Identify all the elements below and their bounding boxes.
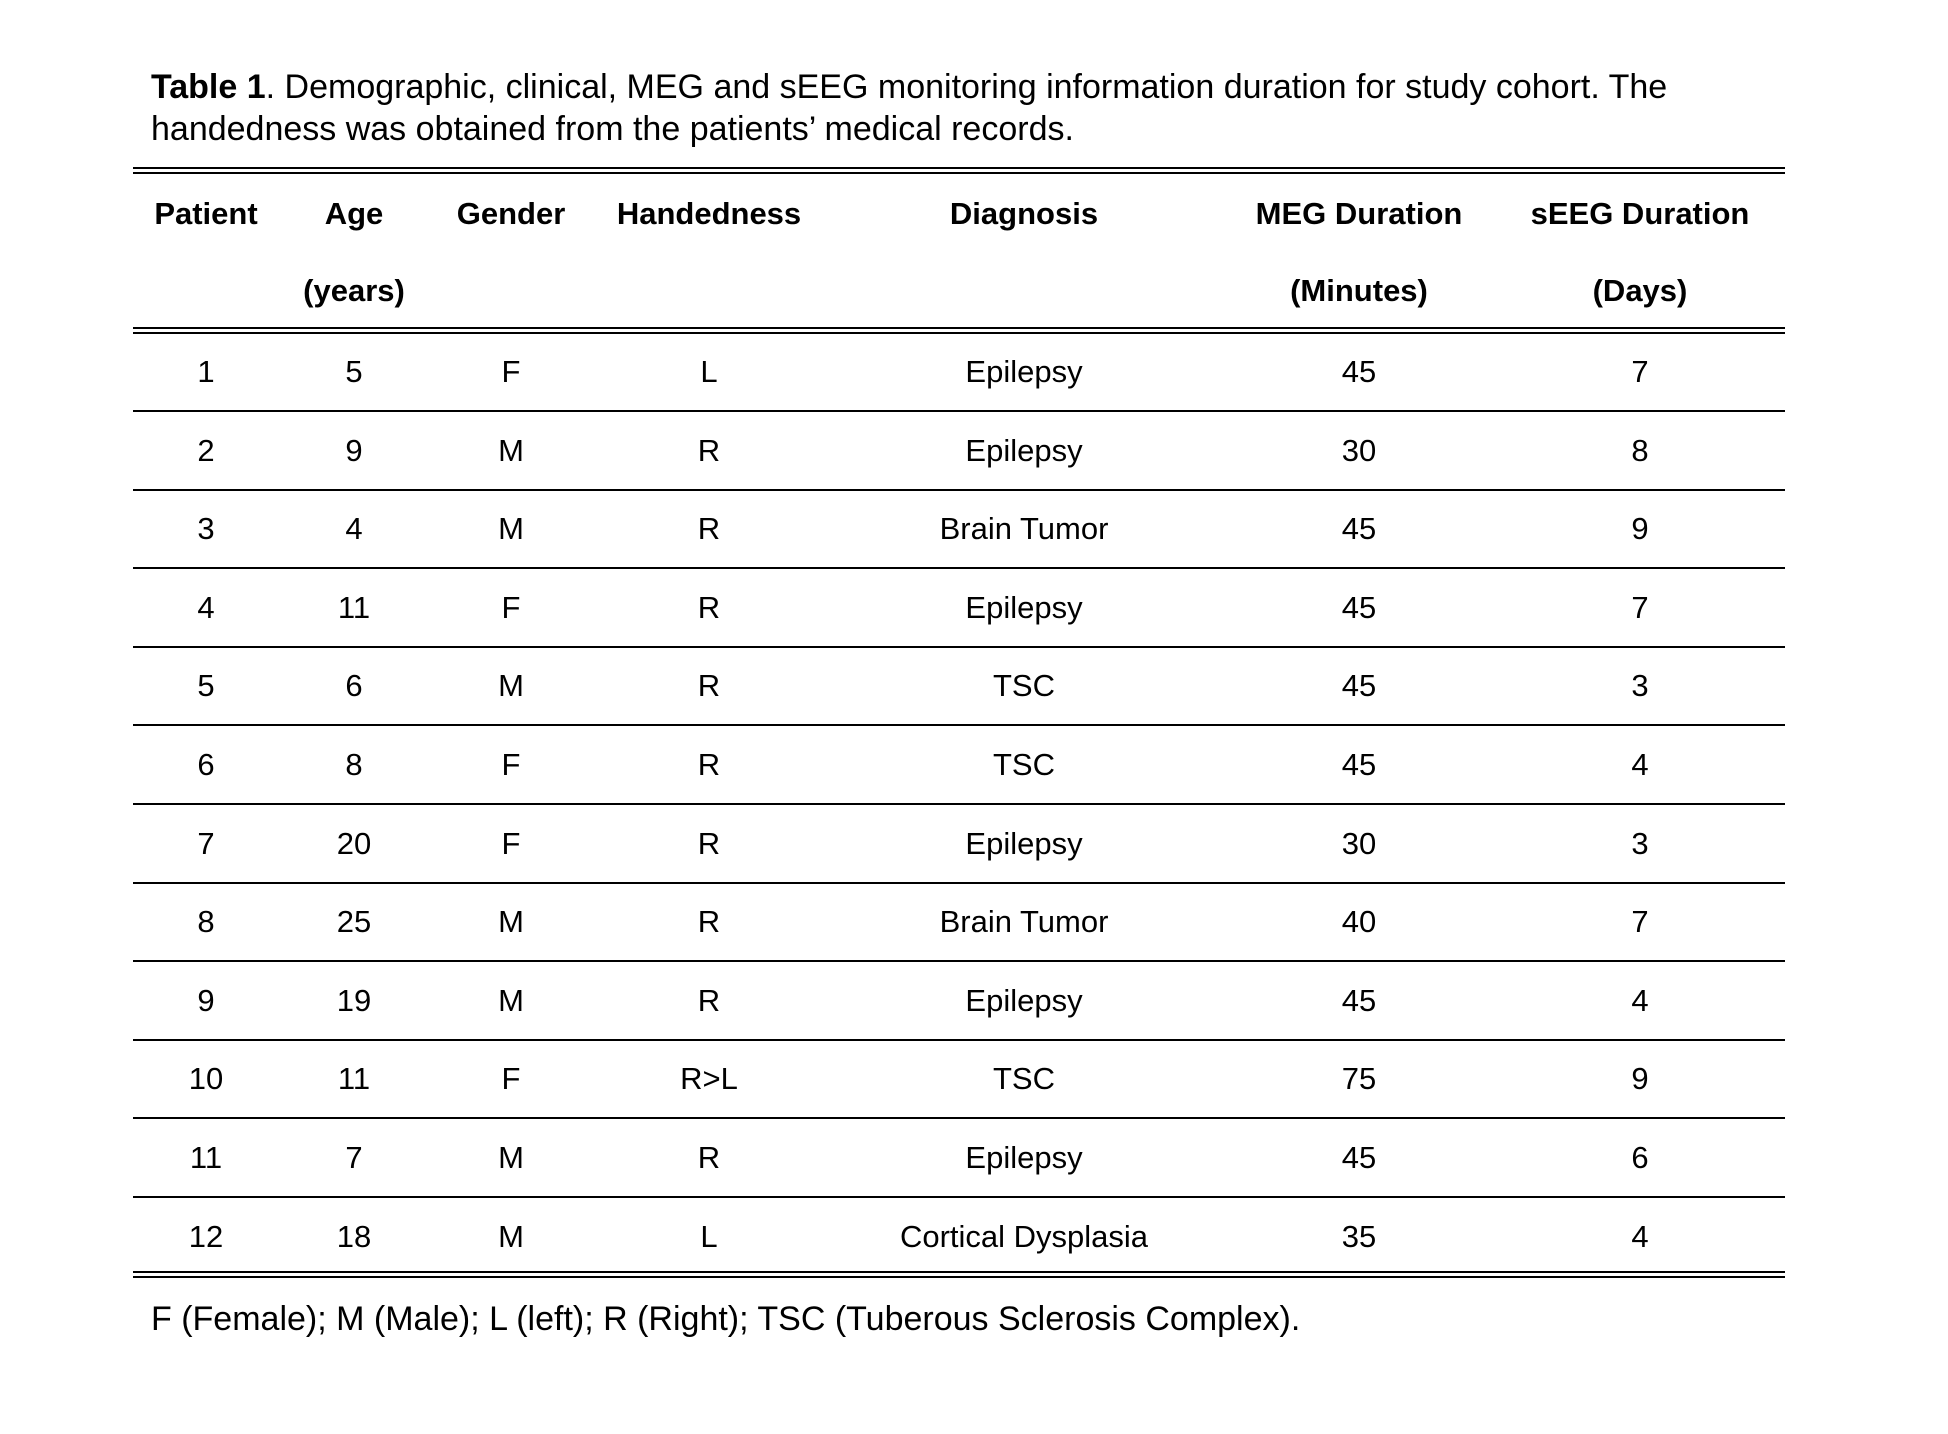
table-row bbox=[133, 1128, 1785, 1188]
cell-seeg-duration: 6 bbox=[1631, 1140, 1649, 1175]
cell-patient: 10 bbox=[188, 1061, 224, 1097]
caption-label: Table 1 bbox=[151, 68, 266, 106]
cell-patient: 9 bbox=[197, 982, 215, 1018]
cell-age: 20 bbox=[336, 825, 372, 861]
cell-handedness: R bbox=[697, 825, 721, 861]
cell-handedness: R bbox=[697, 1140, 721, 1175]
cell-gender: M bbox=[498, 1140, 524, 1175]
table-row bbox=[133, 578, 1785, 638]
header-patient: Patient bbox=[154, 196, 258, 231]
cell-meg-duration: 35 bbox=[1341, 1218, 1377, 1254]
cell-patient: 8 bbox=[197, 904, 215, 940]
header-gender: Gender bbox=[456, 196, 566, 231]
cell-diagnosis: TSC bbox=[993, 668, 1055, 704]
cell-meg-duration: 45 bbox=[1341, 982, 1377, 1018]
cell-meg-duration: 45 bbox=[1341, 1140, 1377, 1175]
cell-age: 9 bbox=[345, 432, 363, 468]
cell-seeg-duration: 7 bbox=[1631, 354, 1649, 389]
row-separator bbox=[133, 646, 1785, 648]
top-double-rule bbox=[133, 167, 1785, 174]
cell-age: 25 bbox=[336, 904, 372, 940]
cell-seeg-duration: 8 bbox=[1631, 432, 1649, 468]
cell-meg-duration: 45 bbox=[1341, 354, 1377, 389]
table-row bbox=[133, 1207, 1785, 1267]
cell-meg-duration: 45 bbox=[1341, 747, 1377, 782]
header-diagnosis-unit bbox=[825, 261, 1223, 321]
cell-seeg-duration: 4 bbox=[1631, 982, 1649, 1018]
cell-gender: F bbox=[501, 354, 521, 389]
cell-gender: M bbox=[498, 668, 524, 704]
cell-age: 4 bbox=[345, 511, 363, 547]
cell-gender: M bbox=[498, 1218, 524, 1254]
cell-diagnosis: Epilepsy bbox=[965, 354, 1083, 389]
cell-gender: F bbox=[501, 589, 521, 625]
header-seeg-duration: sEEG Duration bbox=[1530, 196, 1750, 231]
cell-age: 11 bbox=[337, 589, 371, 625]
header-seeg-duration-unit: (Days) bbox=[1592, 273, 1688, 308]
cell-handedness: R bbox=[697, 904, 721, 940]
row-separator bbox=[133, 567, 1785, 569]
table-row bbox=[133, 656, 1785, 716]
cell-gender: M bbox=[498, 904, 524, 940]
cell-diagnosis: Epilepsy bbox=[965, 982, 1083, 1018]
caption-text: . Demographic, clinical, MEG and sEEG monitoring information duration for study cohort. The handedness was obtained from the patients’ medical records. bbox=[151, 68, 1668, 148]
header-meg-duration-unit: (Minutes) bbox=[1290, 273, 1428, 308]
table-row bbox=[133, 892, 1785, 952]
header-meg-duration: MEG Duration bbox=[1255, 196, 1463, 231]
cell-gender: M bbox=[498, 511, 524, 547]
cell-seeg-duration: 7 bbox=[1631, 904, 1649, 940]
cell-meg-duration: 30 bbox=[1341, 825, 1377, 861]
cell-seeg-duration: 3 bbox=[1631, 825, 1649, 861]
row-separator bbox=[133, 489, 1785, 491]
header-gender-unit bbox=[429, 261, 593, 321]
header-age: Age bbox=[324, 196, 384, 231]
header-patient-unit bbox=[133, 261, 279, 321]
table-row bbox=[133, 735, 1785, 795]
header-handedness-unit bbox=[593, 261, 825, 321]
cell-diagnosis: Brain Tumor bbox=[939, 511, 1109, 547]
table-header-row-1 bbox=[133, 184, 1785, 244]
cell-seeg-duration: 9 bbox=[1631, 1061, 1649, 1097]
table-row bbox=[133, 1049, 1785, 1109]
cell-patient: 5 bbox=[197, 668, 215, 704]
cell-seeg-duration: 3 bbox=[1631, 668, 1649, 704]
cell-patient: 2 bbox=[197, 432, 215, 468]
cell-diagnosis: Epilepsy bbox=[965, 589, 1083, 625]
cell-handedness: R bbox=[697, 432, 721, 468]
cell-handedness: R>L bbox=[680, 1061, 738, 1097]
cell-handedness: R bbox=[697, 747, 721, 782]
cell-handedness: R bbox=[697, 589, 721, 625]
cell-age: 6 bbox=[345, 668, 363, 704]
cell-handedness: L bbox=[700, 1218, 718, 1254]
bottom-double-rule bbox=[133, 1271, 1785, 1278]
cell-patient: 3 bbox=[197, 511, 215, 547]
cell-patient: 6 bbox=[197, 747, 215, 782]
cell-gender: M bbox=[498, 982, 524, 1018]
table-header-row-2 bbox=[133, 261, 1785, 321]
table-row bbox=[133, 499, 1785, 559]
cell-meg-duration: 45 bbox=[1341, 668, 1377, 704]
table-caption bbox=[151, 66, 1791, 150]
row-separator bbox=[133, 882, 1785, 884]
cell-patient: 11 bbox=[189, 1140, 223, 1175]
row-separator bbox=[133, 803, 1785, 805]
row-separator bbox=[133, 1117, 1785, 1119]
cell-gender: F bbox=[501, 747, 521, 782]
cell-diagnosis: Epilepsy bbox=[965, 825, 1083, 861]
cell-gender: F bbox=[501, 825, 521, 861]
row-separator bbox=[133, 1039, 1785, 1041]
cell-diagnosis: Epilepsy bbox=[965, 1140, 1083, 1175]
row-separator bbox=[133, 1196, 1785, 1198]
cell-age: 19 bbox=[336, 982, 372, 1018]
row-separator bbox=[133, 410, 1785, 412]
cell-handedness: R bbox=[697, 982, 721, 1018]
cell-gender: F bbox=[501, 1061, 521, 1097]
table-footnote: F (Female); M (Male); L (left); R (Right); TSC (Tuberous Sclerosis Complex). bbox=[151, 1300, 1301, 1338]
cell-handedness: R bbox=[697, 668, 721, 704]
cell-meg-duration: 40 bbox=[1341, 904, 1377, 940]
cell-diagnosis: TSC bbox=[993, 1061, 1055, 1097]
header-double-rule bbox=[133, 327, 1785, 334]
cell-diagnosis: TSC bbox=[993, 747, 1055, 782]
cell-seeg-duration: 7 bbox=[1631, 589, 1649, 625]
cell-handedness: R bbox=[697, 511, 721, 547]
cell-seeg-duration: 4 bbox=[1631, 747, 1649, 782]
cell-patient: 7 bbox=[197, 825, 215, 861]
cell-age: 7 bbox=[345, 1140, 363, 1175]
cell-patient: 12 bbox=[188, 1218, 224, 1254]
table-row bbox=[133, 971, 1785, 1031]
cell-patient: 1 bbox=[197, 354, 215, 389]
cell-diagnosis: Brain Tumor bbox=[939, 904, 1109, 940]
table-row bbox=[133, 342, 1785, 402]
cell-age: 11 bbox=[337, 1061, 371, 1097]
cell-age: 18 bbox=[336, 1218, 372, 1254]
cell-gender: M bbox=[498, 432, 524, 468]
cell-meg-duration: 45 bbox=[1341, 511, 1377, 547]
cell-seeg-duration: 4 bbox=[1631, 1218, 1649, 1254]
cell-age: 5 bbox=[345, 354, 363, 389]
cell-patient: 4 bbox=[197, 589, 215, 625]
cell-diagnosis: Cortical Dysplasia bbox=[899, 1218, 1149, 1254]
table-row bbox=[133, 814, 1785, 874]
row-separator bbox=[133, 724, 1785, 726]
header-diagnosis: Diagnosis bbox=[949, 196, 1099, 231]
header-handedness: Handedness bbox=[616, 196, 802, 231]
cell-handedness: L bbox=[700, 354, 718, 389]
cell-meg-duration: 30 bbox=[1341, 432, 1377, 468]
row-separator bbox=[133, 960, 1785, 962]
cell-seeg-duration: 9 bbox=[1631, 511, 1649, 547]
cell-meg-duration: 45 bbox=[1341, 589, 1377, 625]
cell-meg-duration: 75 bbox=[1341, 1061, 1377, 1097]
cell-age: 8 bbox=[345, 747, 363, 782]
cell-diagnosis: Epilepsy bbox=[965, 432, 1083, 468]
table-row bbox=[133, 421, 1785, 481]
header-age-unit: (years) bbox=[303, 273, 405, 308]
